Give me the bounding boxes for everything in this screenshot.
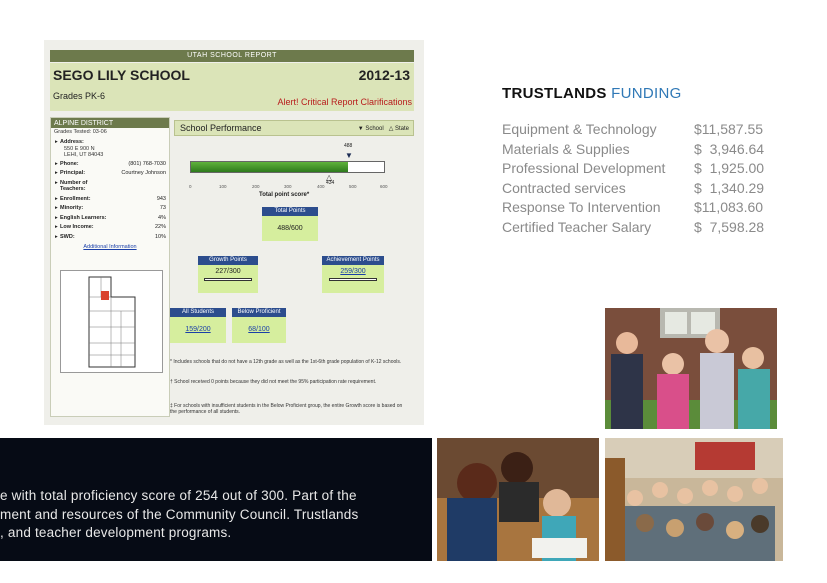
swd-row: ▸ SWD: 10% <box>55 233 166 240</box>
funding-row: Contracted services $ 1,340.29 <box>502 179 765 196</box>
school-name: SEGO LILY SCHOOL <box>53 67 190 83</box>
growth-points-box <box>198 265 258 293</box>
performance-legend: ▼ School △ State <box>357 126 409 132</box>
phone-row: ▸ Phone: (801) 768-7030 <box>55 160 166 167</box>
scale-tick: 200 <box>252 184 260 189</box>
funding-row: Certified Teacher Salary $ 7,598.28 <box>502 218 765 235</box>
school-marker-icon: ▼ <box>357 126 364 132</box>
utah-map-icon <box>61 271 162 372</box>
all-students-title: All Students <box>170 308 226 317</box>
performance-title: School Performance <box>180 123 262 133</box>
scale-tick: 500 <box>349 184 357 189</box>
school-score-marker-icon: ▼ <box>345 151 353 160</box>
funding-row: Professional Development $ 1,925.00 <box>502 160 765 177</box>
funding-row: Equipment & Technology $11,587.55 <box>502 121 764 137</box>
scale-tick: 400 <box>317 184 325 189</box>
classroom-photo <box>605 438 783 561</box>
english-learners-row: ▸ English Learners: 4% <box>55 214 166 221</box>
low-income-row: ▸ Low Income: 22% <box>55 224 166 230</box>
footnote: ‡ For schools with insufficient students in the Below Proficient group, the entire Growth score is based on the performance of all students. <box>170 403 403 415</box>
address-row: ▸ Address: <box>55 139 84 145</box>
banner-line: e with total proficiency score of 254 out of 300. Part of the <box>0 488 357 503</box>
total-points-title: Total Points <box>262 207 318 216</box>
enrollment-row: ▸ Enrollment: 943 <box>55 195 166 202</box>
scale-tick: 300 <box>284 184 292 189</box>
summary-banner <box>0 438 432 561</box>
below-proficient-link[interactable]: 68/100 <box>248 326 270 333</box>
performance-header <box>174 120 414 136</box>
school-report-card <box>44 40 424 425</box>
school-score-label: 488 <box>344 143 353 149</box>
students-photo <box>605 308 777 429</box>
school-performance-panel <box>170 117 414 417</box>
report-year: 2012-13 <box>358 67 410 83</box>
district-title: ALPINE DISTRICT <box>51 118 169 128</box>
below-proficient-title: Below Proficient <box>232 308 286 317</box>
achievement-points-box <box>322 265 384 293</box>
address-line: 550 E 900 N <box>64 145 95 152</box>
minority-row: ▸ Minority: 73 <box>55 205 166 211</box>
trustlands-funding <box>502 85 770 238</box>
scale-tick: 100 <box>219 184 227 189</box>
grades-label: Grades PK-6 <box>53 91 106 101</box>
additional-information-link[interactable]: Additional Information <box>83 244 137 250</box>
state-score-marker-icon: △ <box>326 173 333 182</box>
grades-tested: Grades Tested: 03-06 <box>54 129 107 135</box>
state-score-label: 434 <box>326 180 335 186</box>
footnote: † School received 0 points because they did not meet the 95% participation rate requirement. <box>170 379 377 385</box>
principal-row: ▸ Principal: Courtney Johnson <box>55 170 166 176</box>
all-students-box <box>170 317 226 343</box>
address-line: LEHI, UT 84043 <box>64 151 104 158</box>
growth-points-value: 227/300 <box>215 268 241 275</box>
below-proficient-box <box>232 317 286 343</box>
total-score-bar-fill <box>191 162 348 172</box>
teachers-row: ▸ Number of Teachers: <box>55 179 88 192</box>
footnote: * Includes schools that do not have a 12th grade as well as the 1st-6th grade population of K-12 schools. <box>170 359 402 365</box>
alert-link[interactable]: Alert! Critical Report Clarifications <box>277 97 412 107</box>
growth-points-bar <box>204 278 252 281</box>
total-points-value: 488/600 <box>262 216 318 241</box>
growth-points-title: Growth Points <box>198 256 258 265</box>
all-students-link[interactable]: 159/200 <box>185 326 211 333</box>
report-title-block <box>50 63 414 111</box>
total-score-bar <box>190 161 385 173</box>
students-photo-image <box>605 308 777 429</box>
scale-tick: 0 <box>189 184 192 189</box>
banner-line: ment and resources of the Community Council. Trustlands <box>0 507 359 522</box>
achievement-points-link[interactable]: 259/300 <box>340 268 366 275</box>
state-marker-icon: △ <box>388 126 394 132</box>
funding-table <box>502 120 770 238</box>
teacher-photo <box>437 438 599 561</box>
classroom-photo-image <box>605 438 783 561</box>
utah-map <box>60 270 163 373</box>
achievement-points-title: Achievement Points <box>322 256 384 265</box>
funding-row: Materials & Supplies $ 3,946.64 <box>502 140 765 157</box>
achievement-points-bar <box>329 278 377 281</box>
total-point-score-label: Total point score* <box>259 192 310 198</box>
funding-title: TRUSTLANDS FUNDING <box>502 85 682 102</box>
scale-tick: 600 <box>380 184 388 189</box>
teacher-photo-image <box>437 438 599 561</box>
funding-row: Response To Intervention $11,083.60 <box>502 199 764 216</box>
banner-line: , and teacher development programs. <box>0 525 232 540</box>
report-header-bar: UTAH SCHOOL REPORT <box>50 50 414 62</box>
